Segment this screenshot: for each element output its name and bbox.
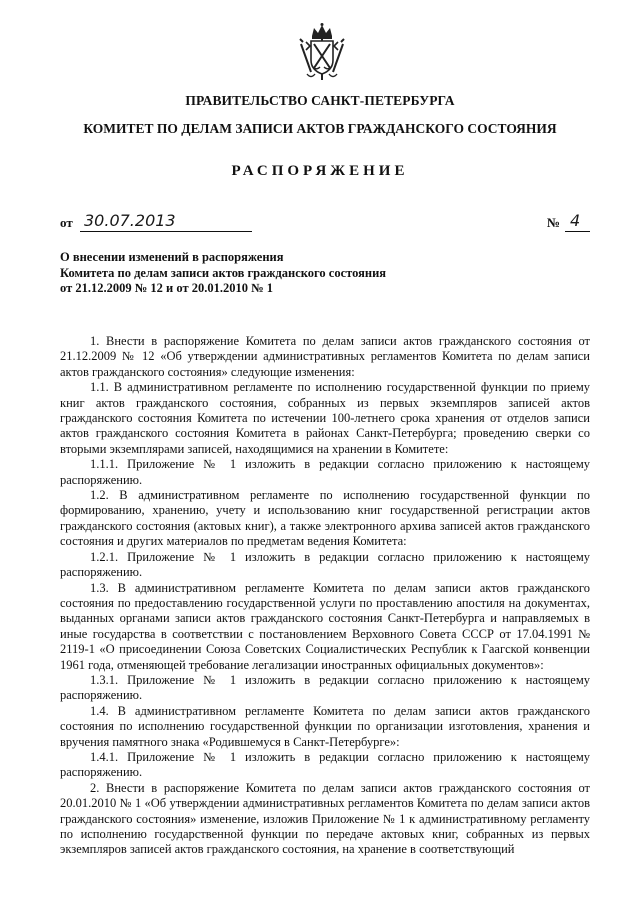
subject-line: от 21.12.2009 № 12 и от 20.01.2010 № 1 [60, 281, 274, 295]
committee-title: КОМИТЕТ ПО ДЕЛАМ ЗАПИСИ АКТОВ ГРАЖДАНСКОГО СОСТОЯНИЯ [83, 121, 557, 136]
paragraph-1-3: 1.3. В административном регламенте Комитета по делам записи актов гражданского состояния по предоставлению государственной услуги по проставлению апостиля на документах, выданных органами записи актов гражданского состояния Санкт-Петербурга и направляемых в иные государства в соответствии с постановлением Верховного Совета СССР от 17.04.1991 № 2119-1 «О присоединении Союза Советских Социалистических Республик к Гаагской конвенции 1961 года, отменяющей требование легализации иностранных официальных документов»: [60, 580, 590, 672]
date-label: от [60, 215, 73, 230]
paragraph-1-2-1: 1.2.1. Приложение № 1 изложить в редакции согласно приложению к настоящему распоряжению. [60, 549, 590, 580]
document-type-title: РАСПОРЯЖЕНИЕ [231, 163, 409, 179]
date-value: 30.07.2013 [84, 211, 176, 230]
document-body [60, 334, 590, 858]
paragraph-1-2: 1.2. В административном регламенте по исполнению государственной функции по формированию, хранению, учету и использованию книг государственной регистрации актов гражданского состояния (актовых книг), а также электронного архива записей актов гражданского состояния и других материалов по предметам ведения Комитета: [60, 488, 590, 549]
date-number-line [60, 212, 590, 234]
paragraph-1-4: 1.4. В административном регламенте Комитета по делам записи актов гражданского состояния по исполнению государственной функции по организации изготовления, хранения и вручения памятного знака «Родившемуся в Санкт-Петербурге»: [60, 703, 590, 749]
government-title: ПРАВИТЕЛЬСТВО САНКТ-ПЕТЕРБУРГА [185, 93, 455, 108]
date-underline [80, 231, 252, 232]
paragraph-1: 1. Внести в распоряжение Комитета по делам записи актов гражданского состояния от 21.12.2009 № 12 «Об утверждении административных регламентов Комитета по делам записи актов гражданского состояния» следующие изменения: [60, 334, 590, 379]
number-label: № [547, 215, 561, 230]
coat-of-arms-icon [298, 22, 346, 84]
paragraph-2: 2. Внести в распоряжение Комитета по делам записи актов гражданского состояния от 20.01.2010 № 1 «Об утверждении административных регламентов Комитета по делам записи актов гражданского состояния» изменение, изложив Приложение № 1 к административному регламенту по исполнению государственной функции по передаче актовых книг, собранных из первых экземпляров записей актов гражданского состояния, на хранение в соответствующий [60, 780, 590, 857]
paragraph-1-4-1: 1.4.1. Приложение № 1 изложить в редакции согласно приложению к настоящему распоряжению. [60, 749, 590, 780]
number-value: 4 [570, 211, 581, 230]
paragraph-1-1-1: 1.1.1. Приложение № 1 изложить в редакции согласно приложению к настоящему распоряжению. [60, 457, 590, 487]
subject-block [60, 250, 420, 297]
subject-line: Комитета по делам записи актов гражданского состояния [60, 265, 387, 280]
number-underline [565, 231, 590, 232]
paragraph-1-1: 1.1. В административном регламенте по исполнению государственной функции по приему книг актов гражданского состояния, собранных из первых экземпляров записей актов гражданского состояния Комитета по истечении 100-летнего срока хранения от отделов записи актов гражданского состояния Комитета в районах Санкт-Петербурга; проведению сверки со вторыми экземплярами записей, находящимися на хранении в Комитете: [60, 380, 590, 456]
subject-line: О внесении изменений в распоряжения [60, 250, 284, 264]
paragraph-1-3-1: 1.3.1. Приложение № 1 изложить в редакции согласно приложению к настоящему распоряжению. [60, 672, 590, 703]
